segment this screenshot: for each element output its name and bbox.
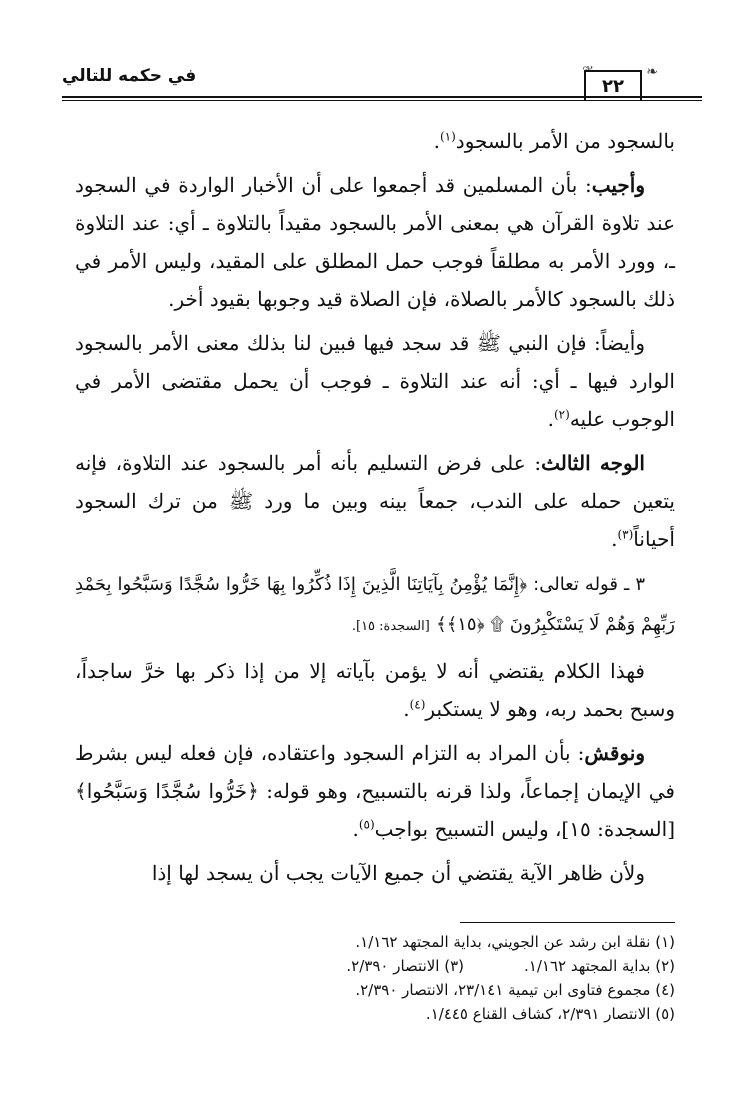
- footnote: [75, 1002, 675, 1026]
- footnote-text: (٤) مجموع فتاوى ابن تيمية ٢٣/١٤١، الانتصار ٢/٣٩٠.: [355, 981, 675, 999]
- footnote: [75, 978, 675, 1002]
- paragraph-text: فهذا الكلام يقتضي أنه لا يؤمن بآياته إلا من إذا ذكر بها خرَّ ساجداً، وسبح بحمد ربه، وهو لا يستكبر: [75, 659, 675, 721]
- footnote-ref: (٢): [553, 407, 570, 422]
- paragraph: [75, 652, 675, 728]
- paragraph-lead: ونوقش: [584, 741, 645, 765]
- footnote-text: (٣) الانتصار ٢/٣٩٠.: [346, 957, 465, 975]
- paragraph-tail: .: [611, 527, 618, 551]
- paragraph: [75, 444, 675, 558]
- paragraph-lead: وأجيب: [591, 173, 645, 197]
- paragraph: [75, 854, 675, 892]
- footnote-text: (٢) بداية المجتهد ١/١٦٢.: [524, 957, 675, 975]
- page-header: [62, 58, 702, 100]
- paragraph: [75, 166, 675, 318]
- paragraph-text: ولأن ظاهر الآية يقتضي أن جميع الآيات يجب أن يسجد لها إذا: [151, 861, 645, 885]
- paragraph: [75, 122, 675, 160]
- footnote-ref: (١): [439, 129, 456, 144]
- footnote-rule: [460, 922, 675, 923]
- paragraph-tail: .: [547, 407, 554, 431]
- paragraph-tail: .: [352, 817, 359, 841]
- quran-paragraph: [75, 564, 675, 646]
- paragraph: [75, 734, 675, 848]
- main-text: [75, 122, 675, 898]
- paragraph-tail: .: [403, 697, 410, 721]
- ornament-icon: ❧: [646, 64, 658, 80]
- footnote: [75, 930, 675, 954]
- verse-source: [السجدة: ١٥].: [351, 619, 430, 634]
- footnote-text: (١) نقلة ابن رشد عن الجويني، بداية المجتهد ١/١٦٢.: [355, 933, 675, 951]
- footnote: [75, 954, 675, 978]
- paragraph-text: بالسجود من الأمر بالسجود: [455, 129, 675, 153]
- quran-verse: ٣ ـ قوله تعالى: ﴿إِنَّمَا يُؤْمِنُ بِآيَاتِنَا الَّذِينَ إِذَا ذُكِّرُوا بِهَا خَرُّوا سُجَّدًا وَسَبَّحُوا بِحَمْدِ رَبِّهِمْ وَهُمْ لَا يَسْتَكْبِرُونَ ۩ ﴿١٥﴾﴾: [75, 574, 675, 635]
- paragraph: [75, 324, 675, 438]
- footnote-ref: (٣): [617, 527, 634, 542]
- paragraph-text: وأيضاً: فإن النبي ﷺ قد سجد فيها فبين لنا بذلك معنى الأمر بالسجود الوارد فيها ـ أي: أنه عند التلاوة ـ فوجب أن يحمل مقتضى الأمر في الوجوب عليه: [75, 331, 675, 431]
- header-rule-thin: [62, 100, 702, 101]
- paragraph-lead: الوجه الثالث: [541, 451, 645, 475]
- footnote-text: (٥) الانتصار ٢/٣٩١، كشاف القناع ١/٤٤٥.: [425, 1005, 675, 1023]
- paragraph-text: : بأن المسلمين قد أجمعوا على أن الأخبار الواردة في السجود عند تلاوة القرآن هي بمعنى الأمر بالسجود مقيداً بالتلاوة ـ أي: عند التلاوة ـ، وورد الأمر به مطلقاً فوجب حمل المطلق على المقيد، وليس الأمر في ذلك بالسجود كالأمر بالصلاة، فإن الصلاة قيد وجوبها بقيود أخر.: [75, 173, 675, 311]
- footnote-ref: (٥): [358, 817, 375, 832]
- paragraph-tail: .: [433, 129, 440, 153]
- page-number: ٢٢: [584, 70, 642, 100]
- footnotes: [75, 930, 675, 1026]
- paragraph-text: : بأن المراد به التزام السجود واعتقاده، فإن فعله ليس بشرط في الإيمان إجماعاً، ولذا قرنه بالتسبيح، وهو قوله: ﴿خَرُّوا سُجَّدًا وَسَبَّحُوا﴾ [السجدة: ١٥]، وليس التسبيح بواجب: [75, 741, 675, 841]
- footnote-ref: (٤): [409, 697, 426, 712]
- paragraph-text: : على فرض التسليم بأنه أمر بالسجود عند التلاوة، فإنه يتعين حمله على الندب، جمعاً بينه وبين ما ورد ﷺ من ترك السجود أحياناً: [75, 451, 675, 551]
- running-title: في حكمه للتالي: [62, 66, 197, 86]
- header-rule: [62, 96, 702, 98]
